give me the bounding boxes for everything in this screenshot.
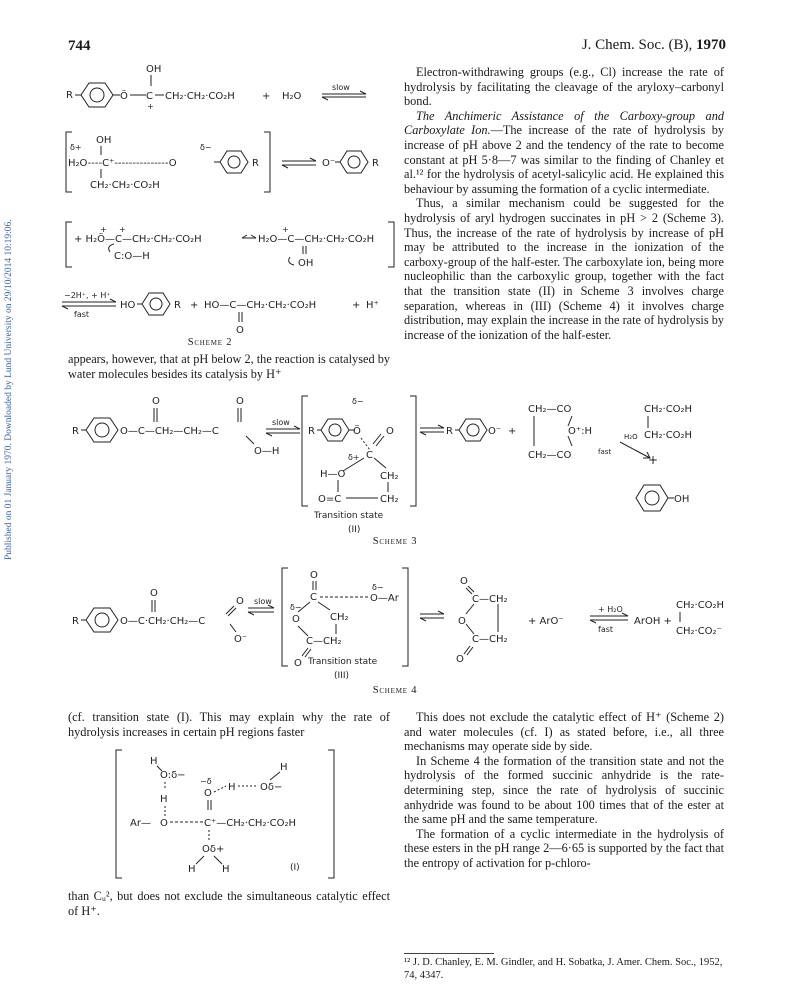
lc-paragraph-1: appears, however, that at pH below 2, the reaction is catalysed by water molecules besides its catalysis by H⁺ [68, 352, 390, 381]
s4-slow: slow [254, 597, 272, 606]
sI-h-b2: H [222, 864, 230, 875]
s2-oh: OH [146, 64, 162, 75]
s4-delta-minus: δ− [372, 583, 384, 592]
sI-o-right: Oδ− [260, 782, 283, 793]
footnote: ¹² J. D. Chanley, E. M. Gindler, and H. Sobatka, J. Amer. Chem. Soc., 1952, 74, 4347. [404, 957, 723, 981]
s3-ch2co-bottom: CH₂—CO [528, 450, 572, 461]
s3-o-c: O=C [318, 494, 342, 505]
s2-delta-minus: δ− [200, 143, 212, 152]
lc-paragraph-2: (cf. transition state (I). This may explain why the rate of hydrolysis increases in certain pH regions faster [68, 710, 390, 739]
scheme-2-figure [60, 62, 400, 357]
sI-h-left: H [160, 794, 168, 805]
svg-text:+: + [119, 225, 126, 234]
s2-o: O [236, 325, 244, 336]
s3-o-1: O [152, 396, 160, 407]
sI-chain: C⁺—CH₂·CH₂·CO₂H [204, 818, 297, 829]
s2-plus-3: + [352, 300, 361, 311]
s2-h2o: H₂O [282, 91, 302, 102]
sI-o-top: O:δ− [160, 770, 186, 781]
sI-delta-mid: −δ [200, 777, 212, 786]
svg-text:O: O [456, 654, 464, 665]
s3-ch2co-top: CH₂—CO [528, 404, 572, 415]
sI-h-b1: H [188, 864, 196, 875]
s4-o-ar: O—Ar [370, 593, 399, 604]
scheme-3-figure [68, 382, 728, 540]
svg-text:O: O [460, 576, 468, 587]
rc-paragraph-4: This does not exclude the catalytic effect of H⁺ (Scheme 2) and water molecules (cf. I) as stated before, i.e., all three mechanisms may operate side by side. [404, 710, 724, 754]
rc-paragraph-1: Electron-withdrawing groups (e.g., Cl) increase the rate of hydrolysis by facilitating the cleavage of the aryloxy–carbonyl bond. [404, 65, 724, 109]
s2-loss: −2H⁺, + H⁺ [64, 291, 111, 300]
s4-r: R [72, 616, 79, 627]
s2-h-plus: H⁺ [366, 300, 379, 311]
s4-o-1: O [150, 588, 158, 599]
rc-section-heading: The Anchimeric Assistance of the Carboxy-group and Carboxylate Ion. [404, 108, 724, 138]
scheme-2-caption: Scheme 2 [187, 337, 233, 348]
s2-ho-c: HO—C—CH₂·CH₂·CO₂H [204, 300, 317, 311]
s3-ts-num: (II) [348, 525, 361, 535]
sI-o-ar: O [160, 818, 168, 829]
s3-h-o: H—O [320, 469, 346, 480]
svg-text:R: R [308, 426, 315, 437]
s2-o-minus: O⁻ [322, 158, 336, 169]
s4-h2o: + H₂O [598, 605, 623, 614]
s4-aroh: ArOH + [634, 616, 672, 627]
s3-o-h: O⁺:H [568, 426, 593, 437]
rc-paragraph-6: The formation of a cyclic intermediate in the hydrolysis of these esters in the pH range 2—6·65 is supported by the fact that the entropy of activation for p-chloro- [404, 826, 724, 870]
left-column-top [68, 352, 390, 381]
s3-delta-plus: δ+ [348, 453, 360, 462]
s4-ts-label: Transition state [308, 657, 378, 667]
sI-label: (I) [290, 863, 300, 873]
sI-o-bot: Oδ+ [202, 844, 225, 855]
svg-text:H₂O----C⁺---------------O: H₂O----C⁺---------------O [68, 158, 177, 169]
svg-text:+: + [282, 225, 289, 234]
svg-text:+ H₂Ö—C—CH₂·CH₂·CO₂H: + H₂Ö—C—CH₂·CH₂·CO₂H [74, 234, 202, 245]
svg-text:+: + [100, 225, 107, 234]
svg-text:CH₂·CH₂·CO₂H: CH₂·CH₂·CO₂H [90, 180, 160, 191]
s4-prod-2: CH₂·CO₂⁻ [676, 626, 722, 637]
page-number: 744 [68, 38, 91, 54]
svg-text:O: O [458, 616, 466, 627]
s3-r: R [72, 426, 79, 437]
right-column-bottom [404, 710, 724, 871]
svg-text:C: C [146, 91, 153, 102]
footnote-rule [404, 953, 494, 954]
svg-text:O: O [310, 570, 318, 581]
s3-h2o: H₂O [624, 433, 638, 441]
download-notice[interactable]: Published on 01 January 1970. Downloaded by Lund University on 29/10/2014 10:19:06. [4, 219, 14, 561]
s4-fast: fast [598, 625, 614, 634]
s3-prod-2: CH₂·CO₂H [644, 430, 693, 441]
s4-chain: O—C·CH₂·CH₂—C [120, 616, 206, 627]
scheme-4-figure [68, 562, 728, 692]
rc-paragraph-3: Thus, a similar mechanism could be suggested for the hydrolysis of aryl hydrogen succinates in pH > 2 (Scheme 3). Thus, the increase of the rate of hydrolysis by increase of pH may be attributed to the increase in the ionization of the carboxy-group of the half-ester. The carboxylate ion, being more nucleophilic than the carboxylic group, together with the fact that the transition state (II) in Scheme 3 involves charge separation, whereas in (III) (Scheme 4) it involves charge distribution, may explain the increase in the rate of hydrolysis by increase of the ionization of the half-ester. [404, 196, 724, 342]
s3-phenol-oh: OH [674, 494, 690, 505]
s4-ch2-1: CH₂ [330, 612, 349, 623]
s3-o-minus: O⁻ [488, 426, 502, 437]
s2-ho: HO [120, 300, 136, 311]
s4-o-minus: O⁻ [234, 634, 248, 645]
svg-text:R: R [252, 158, 259, 169]
left-column-bottom-1 [68, 710, 390, 739]
svg-text:Ö: Ö [120, 91, 128, 102]
s4-o-2: O [236, 596, 244, 607]
structure-I-figure [110, 746, 350, 884]
s3-delta-minus: δ− [352, 397, 364, 406]
scheme-3-caption: Scheme 3 [372, 536, 418, 547]
svg-text:O: O [294, 658, 302, 669]
svg-text:O: O [292, 614, 300, 625]
rc-paragraph-5: In Scheme 4 the formation of the transition state and not the hydrolysis of the formed succinic anhydride is the rate-determining step, since the rate of hydrolysis of succinic anhydride was found to be about 100 times that of the ester at the same pH and the same temperature. [404, 753, 724, 827]
s3-plus-2: + [648, 453, 659, 467]
s2-chain-1: CH₂·CH₂·CO₂H [165, 91, 235, 102]
s4-prod-1: CH₂·CO₂H [676, 600, 725, 611]
svg-text:C—CH₂: C—CH₂ [306, 636, 342, 647]
s3-o-2: O [236, 396, 244, 407]
s2-r: R [66, 90, 73, 101]
right-column-top [404, 65, 724, 342]
sI-h-mid: H [228, 782, 236, 793]
s4-c: C [310, 592, 317, 603]
journal-header [582, 37, 726, 54]
s4-aro: + ArO⁻ [528, 616, 564, 627]
s3-plus-1: + [508, 426, 517, 437]
s2-oh-2: OH [298, 258, 314, 269]
lc-paragraph-3: than Cᵤ², but does not exclude the simultaneous catalytic effect of H⁺. [68, 889, 390, 918]
s3-prod-1: CH₂·CO₂H [644, 404, 693, 415]
rc-section-body: —The increase of the rate of hydrolysis by increase of pH above 2 and the tendency of the rate to become constant at pH 5·8—7 was similar to the finding of Chanley et al.¹² for the hydrolysis of acetyl-salicylic acid. He explained this behaviour by assuming the formation of a cyclic intermediate. [404, 123, 724, 196]
journal-name: J. Chem. Soc. (B), [581, 37, 693, 53]
s3-ch2-1: CH₂ [380, 471, 399, 482]
svg-text:R: R [372, 158, 379, 169]
svg-text:Ö: Ö [353, 426, 361, 437]
s3-slow: slow [272, 418, 290, 427]
s3-oh: O—H [254, 446, 280, 457]
s2-coh: C:O—H [114, 251, 150, 262]
scheme-4-caption: Scheme 4 [372, 685, 418, 696]
s2-plus-1: + [262, 91, 271, 102]
s2-slow: slow [332, 83, 350, 92]
sI-h-right: H [280, 762, 288, 773]
sI-h-top: H [150, 756, 158, 767]
s3-fast: fast [598, 448, 612, 456]
s4-delta-minus-2: δ− [290, 603, 302, 612]
s2-delta-plus: δ+ [70, 143, 82, 152]
svg-text:C: C [366, 450, 373, 461]
s4-ts-num: (III) [334, 671, 349, 681]
s3-ts-label: Transition state [314, 511, 384, 521]
sI-o-mid: O [204, 788, 212, 799]
svg-text:R: R [446, 426, 453, 437]
s2-h2o-c: H₂O—C—CH₂·CH₂·CO₂H [258, 234, 375, 245]
svg-text:+: + [147, 102, 154, 111]
rc-paragraph-2 [404, 109, 724, 197]
svg-text:C—CH₂: C—CH₂ [472, 634, 508, 645]
s3-ch2-2: CH₂ [380, 494, 399, 505]
svg-text:OH: OH [96, 135, 112, 146]
s3-chain: O—C—CH₂—CH₂—C [120, 426, 219, 437]
left-column-bottom-2 [68, 889, 390, 918]
s2-fast: fast [74, 310, 90, 319]
s2-plus-2: + [190, 300, 199, 311]
journal-year: 1970 [696, 37, 726, 53]
svg-text:C—CH₂: C—CH₂ [472, 594, 508, 605]
svg-text:O: O [386, 426, 394, 437]
s2-r-2: R [174, 300, 181, 311]
sI-ar: Ar— [130, 818, 151, 829]
